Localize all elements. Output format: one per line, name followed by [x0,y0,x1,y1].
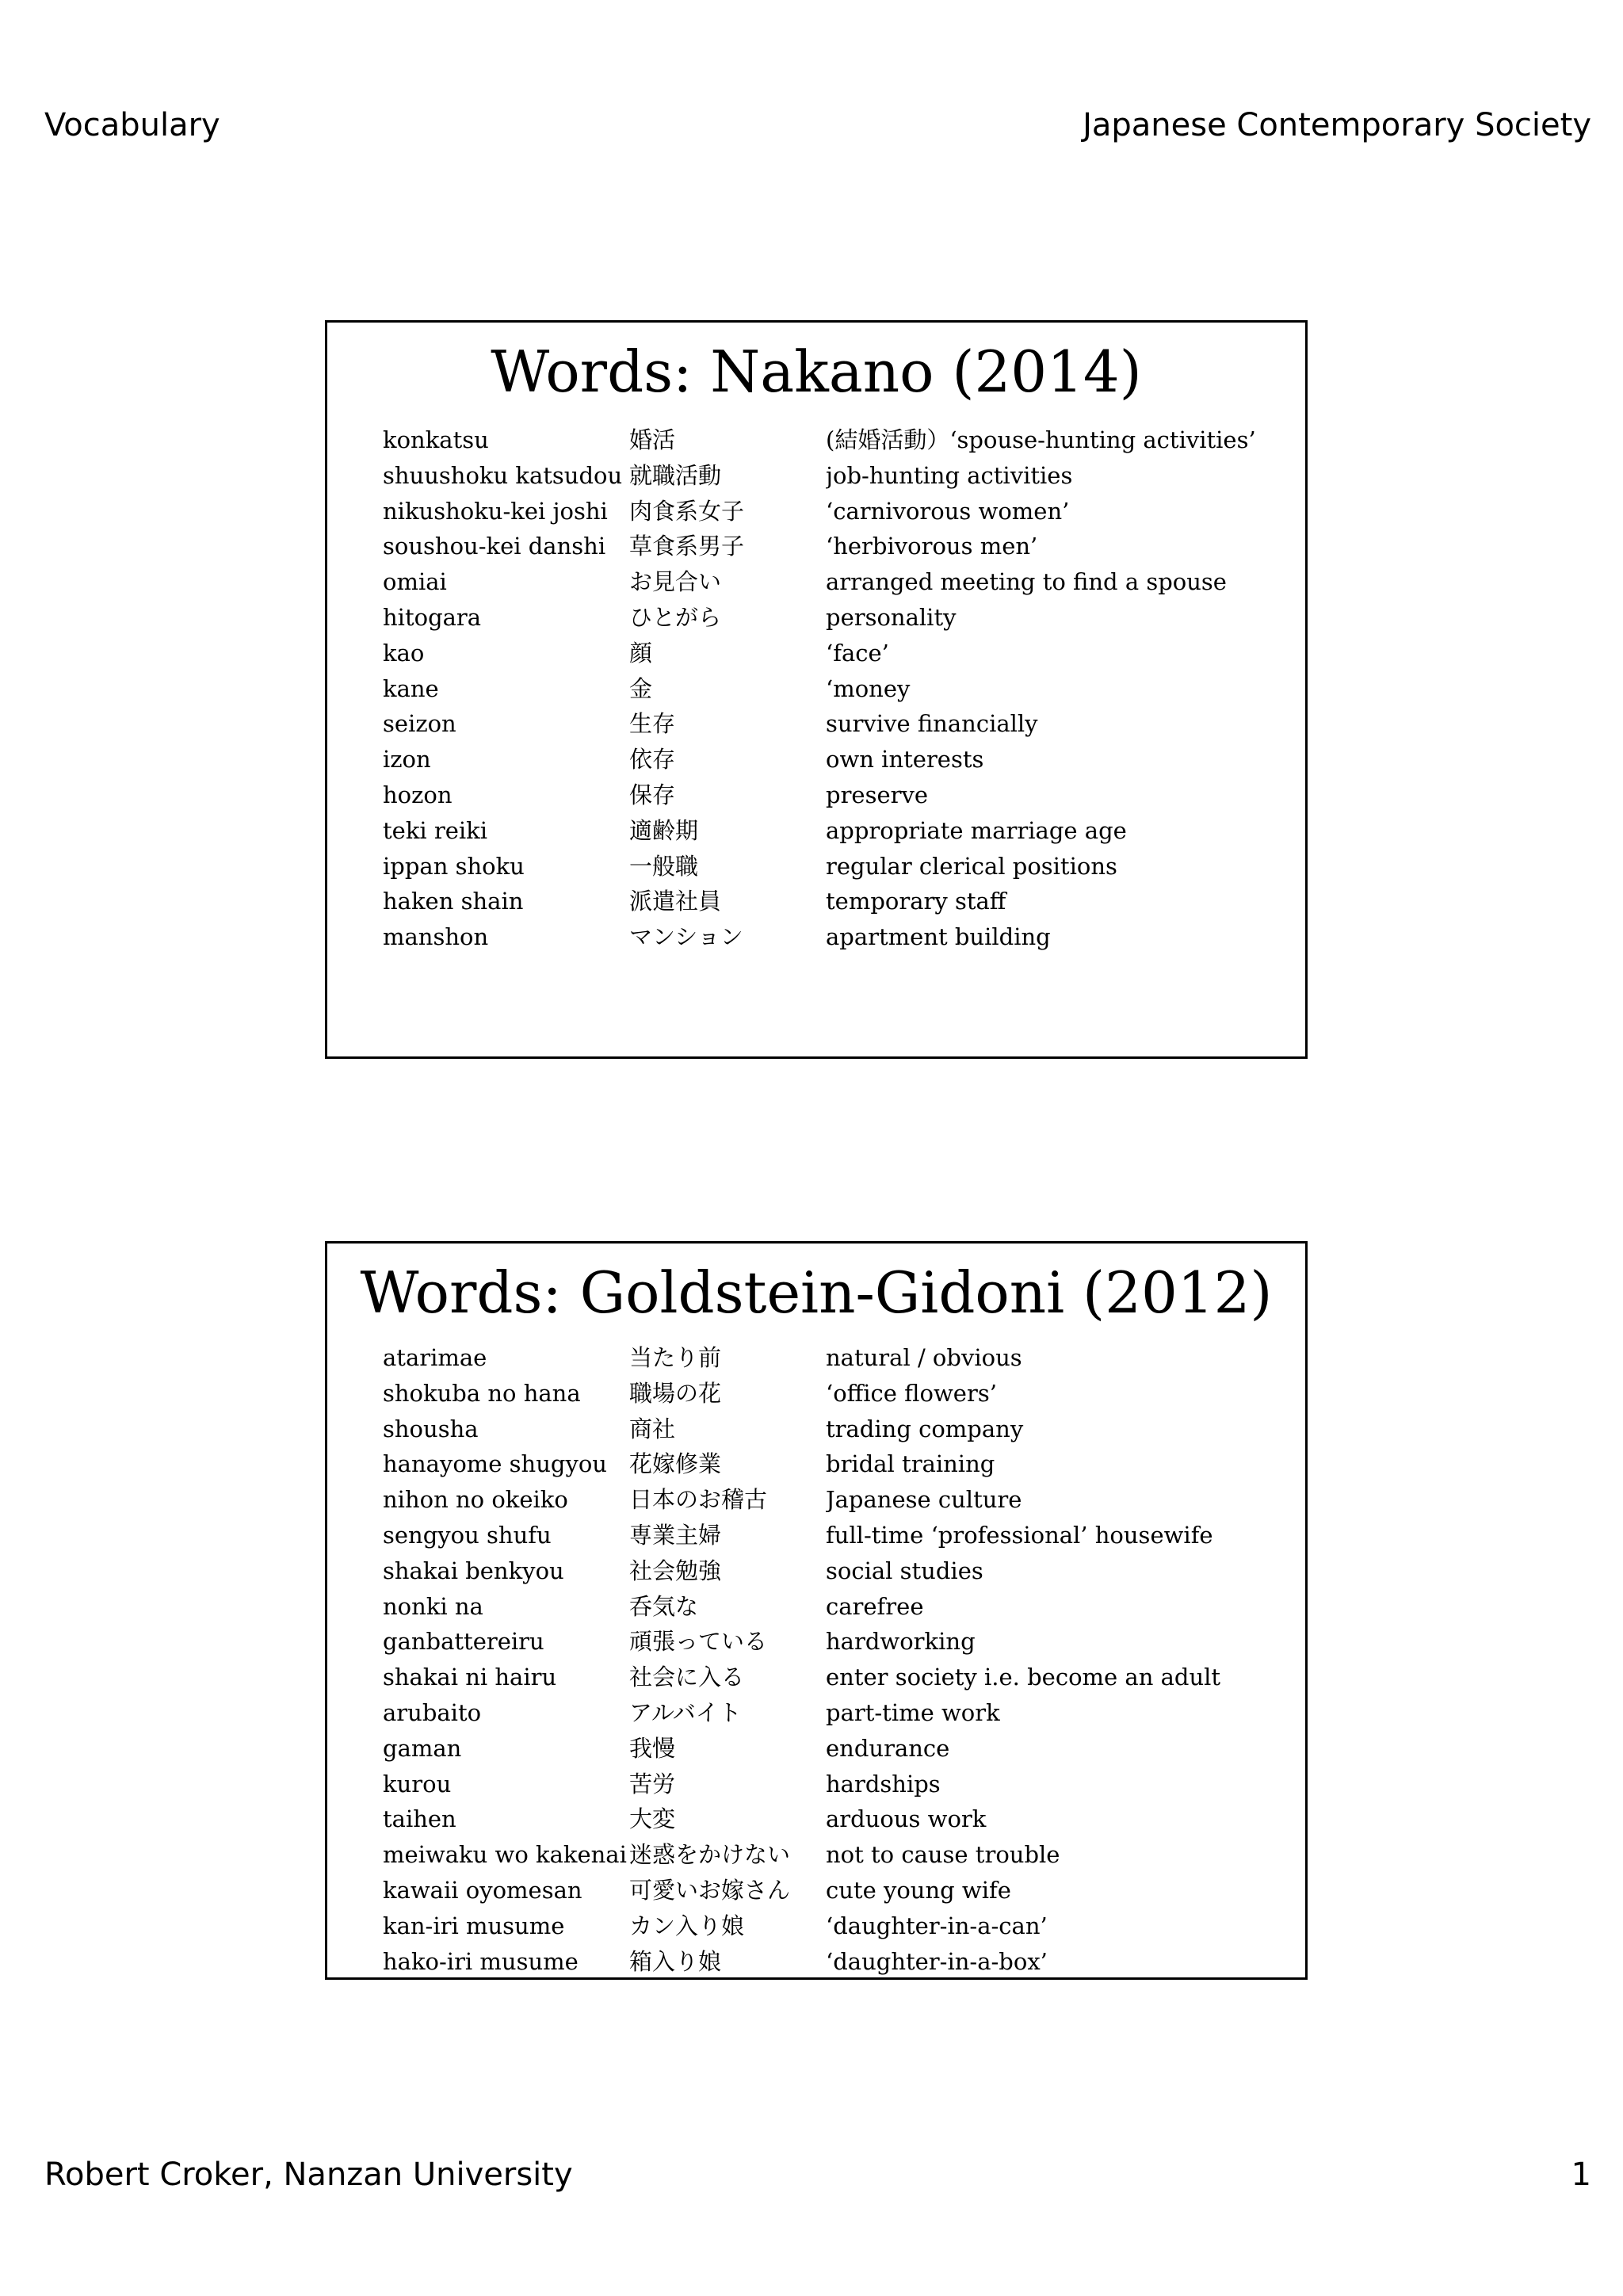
vocab-row [383,1412,1289,1447]
vocab-japanese: お見合い [629,568,722,596]
vocab-japanese: 草食系男子 [629,533,745,560]
vocab-japanese: 花嫁修業 [629,1450,722,1478]
vocab-japanese: 生存 [629,710,676,738]
vocab-row [383,1837,1289,1873]
vocab-japanese: アルバイト [629,1698,742,1726]
vocab-row [383,1801,1289,1837]
vocab-romaji: meiwaku wo kakenai [383,1841,627,1869]
footer-author: Robert Croker, Nanzan University [44,2157,573,2193]
vocab-row [383,1944,1289,1980]
vocab-japanese: 就職活動 [629,461,722,489]
vocab-row [383,564,1289,600]
vocab-romaji: taihen [383,1805,456,1833]
vocab-english: carefree [826,1592,924,1620]
vocab-english: endurance [826,1734,950,1762]
vocab-row [383,1767,1289,1802]
vocab-japanese: カン入り娘 [629,1912,745,1939]
vocab-row [383,600,1289,636]
vocab-row [383,706,1289,742]
vocab-row [383,458,1289,494]
vocab-japanese: 専業主婦 [629,1521,722,1549]
vocab-japanese: 顔 [629,639,653,667]
vocab-japanese: 適齢期 [629,816,699,844]
vocab-english: preserve [826,781,929,808]
vocab-japanese: 箱入り娘 [629,1947,722,1975]
vocab-japanese: 社会に入る [629,1664,745,1691]
vocab-row [383,777,1289,813]
vocab-japanese: 保存 [629,781,676,808]
vocab-romaji: hanayome shugyou [383,1450,607,1478]
vocab-row [383,671,1289,707]
vocab-romaji: kao [383,639,425,667]
vocab-english: job-hunting activities [826,461,1073,489]
vocab-english: temporary staff [826,888,1006,915]
vocab-japanese: 日本のお稽古 [629,1486,768,1514]
slide-title: Words: Goldstein-Gidoni (2012) [360,1259,1273,1326]
vocab-english: not to cause trouble [826,1841,1060,1869]
vocab-english: apartment building [826,923,1051,951]
vocab-romaji: nihon no okeiko [383,1486,568,1514]
vocab-romaji: seizon [383,710,456,738]
vocab-english: ‘daughter-in-a-box’ [826,1947,1048,1975]
vocab-row [383,1376,1289,1412]
header-title: Vocabulary [44,107,220,143]
vocab-english: regular clerical positions [826,852,1117,880]
vocab-row [383,1873,1289,1908]
vocab-romaji: shakai benkyou [383,1557,564,1584]
vocab-japanese: 商社 [629,1415,676,1442]
vocab-english: bridal training [826,1450,995,1478]
vocab-english: cute young wife [826,1876,1011,1904]
vocab-english: arranged meeting to find a spouse [826,568,1227,596]
vocab-romaji: shousha [383,1415,479,1442]
page-number: 1 [1571,2157,1591,2193]
vocab-japanese: 一般職 [629,852,699,880]
vocab-english: ‘daughter-in-a-can’ [826,1912,1048,1939]
vocab-romaji: ganbattereiru [383,1628,544,1656]
vocab-romaji: hitogara [383,603,482,631]
vocab-row [383,1624,1289,1660]
vocab-japanese: 当たり前 [629,1344,722,1371]
vocab-english: ‘office flowers’ [826,1379,997,1407]
vocab-japanese: ひとがら [629,603,722,631]
vocab-romaji: konkatsu [383,426,489,453]
slide-goldstein-gidoni [325,1241,1308,1980]
vocab-english: ‘herbivorous men’ [826,533,1038,560]
vocab-english: ‘money [826,674,911,702]
vocab-japanese: 可愛いお嫁さん [629,1876,791,1904]
vocab-english: hardships [826,1770,941,1797]
vocab-row [383,813,1289,849]
vocab-english: full-time ‘professional’ housewife [826,1521,1213,1549]
vocab-japanese: 我慢 [629,1734,676,1762]
vocab-english: natural / obvious [826,1344,1022,1371]
vocab-japanese: 社会勉強 [629,1557,722,1584]
slide-title: Words: Nakano (2014) [491,338,1142,405]
vocab-row [383,636,1289,671]
vocab-romaji: manshon [383,923,489,951]
vocab-english: enter society i.e. become an adult [826,1664,1221,1691]
vocab-row [383,1553,1289,1589]
vocab-row [383,1518,1289,1553]
vocab-list [383,1340,1289,1979]
vocab-row [383,1340,1289,1376]
vocab-english: appropriate marriage age [826,816,1127,844]
vocab-row [383,529,1289,564]
vocab-japanese: マンション [629,923,743,951]
vocab-romaji: shokuba no hana [383,1379,581,1407]
vocab-romaji: soushou-kei danshi [383,533,606,560]
slide-nakano [325,320,1308,1059]
header-course-name: Japanese Contemporary Society [1083,107,1591,143]
vocab-romaji: hozon [383,781,453,808]
vocab-japanese: 大変 [629,1805,676,1833]
vocab-romaji: sengyou shufu [383,1521,552,1549]
vocab-row [383,1731,1289,1767]
vocab-romaji: izon [383,746,431,774]
vocab-japanese: 婚活 [629,426,676,453]
vocab-japanese: 派遣社員 [629,888,722,915]
vocab-romaji: nikushoku-kei joshi [383,497,608,525]
vocab-romaji: shakai ni hairu [383,1664,557,1691]
vocab-romaji: nonki na [383,1592,483,1620]
vocab-japanese: 迷惑をかけない [629,1841,791,1869]
vocab-japanese: 苦労 [629,1770,676,1797]
vocab-japanese: 呑気な [629,1592,699,1620]
vocab-english: personality [826,603,957,631]
vocab-row [383,1446,1289,1482]
vocab-row [383,1660,1289,1695]
vocab-english: (結婚活動）‘spouse-hunting activities’ [826,426,1256,453]
vocab-romaji: atarimae [383,1344,487,1371]
vocab-romaji: hako-iri musume [383,1947,579,1975]
vocab-romaji: ippan shoku [383,852,525,880]
vocab-romaji: teki reiki [383,816,488,844]
vocab-romaji: gaman [383,1734,462,1762]
vocab-romaji: kurou [383,1770,452,1797]
vocab-english: arduous work [826,1805,987,1833]
vocab-english: ‘face’ [826,639,889,667]
vocab-english: ‘carnivorous women’ [826,497,1070,525]
vocab-romaji: kawaii oyomesan [383,1876,582,1904]
vocab-japanese: 金 [629,674,653,702]
vocab-row [383,422,1289,458]
vocab-row [383,1589,1289,1625]
vocab-row [383,1695,1289,1731]
vocab-list [383,422,1289,955]
vocab-romaji: omiai [383,568,447,596]
vocab-romaji: arubaito [383,1698,482,1726]
vocab-row [383,1908,1289,1944]
vocab-english: social studies [826,1557,983,1584]
vocab-row [383,884,1289,919]
vocab-romaji: kane [383,674,439,702]
vocab-row [383,742,1289,777]
vocab-japanese: 職場の花 [629,1379,722,1407]
vocab-japanese: 肉食系女子 [629,497,745,525]
vocab-romaji: kan-iri musume [383,1912,565,1939]
vocab-row [383,1482,1289,1518]
vocab-english: hardworking [826,1628,976,1656]
vocab-english: survive financially [826,710,1038,738]
vocab-english: part-time work [826,1698,1000,1726]
vocab-romaji: shuushoku katsudou [383,461,623,489]
vocab-row [383,494,1289,529]
vocab-japanese: 依存 [629,746,676,774]
vocab-english: own interests [826,746,984,774]
vocab-japanese: 頑張っている [629,1628,768,1656]
vocab-row [383,919,1289,955]
vocab-english: Japanese culture [826,1486,1022,1514]
vocab-romaji: haken shain [383,888,524,915]
vocab-english: trading company [826,1415,1024,1442]
vocab-row [383,849,1289,884]
